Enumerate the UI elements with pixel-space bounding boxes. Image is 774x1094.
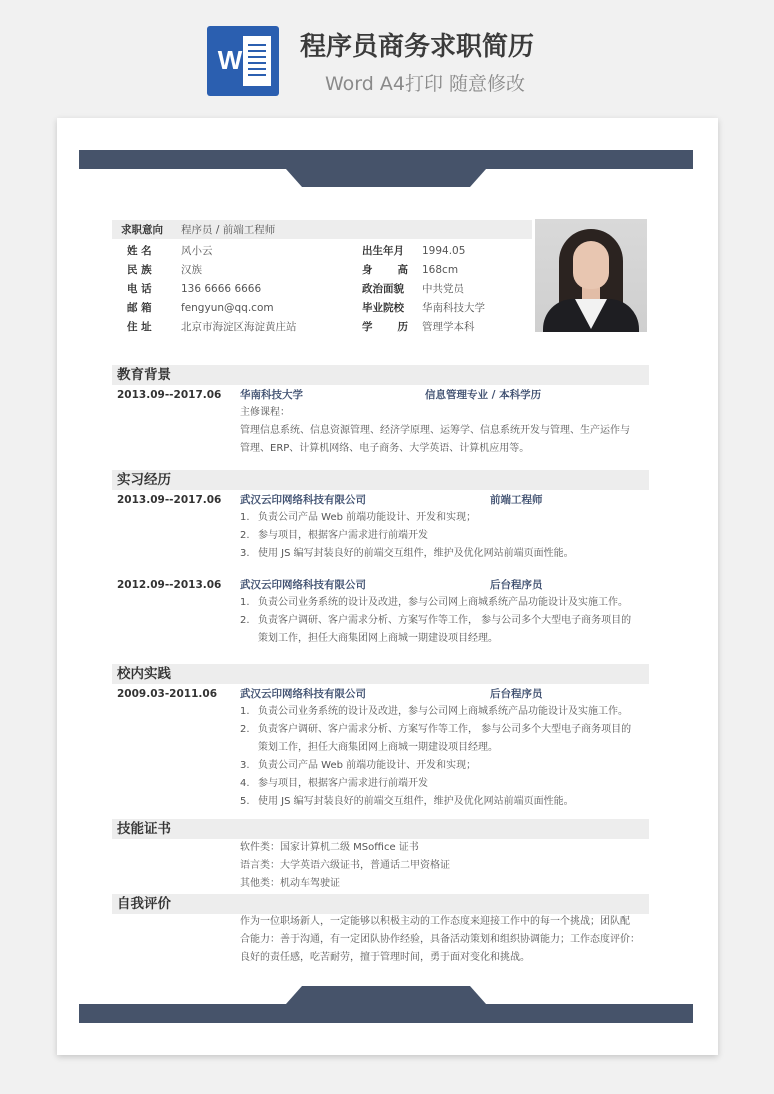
education-date: 2013.09--2017.06 — [117, 389, 222, 401]
internship-date: 2012.09--2013.06 — [117, 579, 222, 591]
section-bar-skills — [112, 819, 649, 839]
education-course-line: 管理、ERP、计算机网络、电子商务、大学英语、计算机应用等。 — [240, 443, 530, 454]
list-item-continued: 策划工作，担任大商集团网上商城一期建设项目经理。 — [258, 633, 498, 644]
header-tab — [286, 169, 486, 187]
list-item: 负责公司产品 Web 前端功能设计、开发和实现； — [258, 512, 477, 523]
info-value: 北京市海淀区海淀黄庄站 — [181, 321, 297, 333]
internship-company: 武汉云印网络科技有限公司 — [240, 579, 366, 591]
internship-role: 前端工程师 — [490, 494, 543, 506]
word-icon-letter: W — [217, 45, 243, 75]
list-number: 4. — [240, 778, 250, 789]
list-item: 负责公司业务系统的设计及改进，参与公司网上商城系统产品功能设计及实施工作。 — [258, 706, 628, 717]
job-intent-label: 求职意向 — [121, 224, 163, 236]
list-number: 2. — [240, 530, 250, 541]
section-title-internship: 实习经历 — [117, 472, 171, 488]
info-label: 学 历 — [362, 321, 408, 333]
campus-company: 武汉云印网络科技有限公司 — [240, 688, 366, 700]
self-eval-line: 作为一位职场新人，一定能够以积极主动的工作态度来迎接工作中的每一个挑战；团队配 — [240, 916, 630, 927]
list-number: 2. — [240, 615, 250, 626]
section-bar-education — [112, 365, 649, 385]
info-value: fengyun@qq.com — [181, 302, 274, 314]
job-intent-row — [112, 220, 532, 239]
info-value: 168cm — [422, 264, 459, 276]
list-item: 负责公司产品 Web 前端功能设计、开发和实现； — [258, 760, 477, 771]
info-value: 136 6666 6666 — [181, 283, 262, 295]
skill-line: 软件类：国家计算机二级 MSoffice 证书 — [240, 842, 419, 853]
education-course-line: 管理信息系统、信息资源管理、经济学原理、运筹学、信息系统开发与管理、生产运作与 — [240, 425, 630, 436]
section-bar-campus — [112, 664, 649, 684]
word-document-icon — [207, 26, 279, 96]
campus-role: 后台程序员 — [490, 688, 543, 700]
section-bar-internship — [112, 470, 649, 490]
list-item: 负责客户调研、客户需求分析、方案写作等工作， 参与公司多个大型电子商务项目的 — [258, 615, 632, 626]
list-number: 2. — [240, 724, 250, 735]
resume-page — [57, 118, 718, 1055]
section-title-education: 教育背景 — [117, 367, 171, 383]
info-label: 政治面貌 — [362, 283, 404, 295]
page-subtitle: Word A4打印 随意修改 — [325, 73, 526, 95]
list-item: 参与项目，根据客户需求进行前端开发 — [258, 778, 428, 789]
info-value: 汉族 — [181, 264, 202, 276]
job-intent-value: 程序员 / 前端工程师 — [181, 224, 276, 236]
top-banner — [0, 0, 774, 118]
footer-tab — [286, 986, 486, 1004]
list-item: 负责公司业务系统的设计及改进，参与公司网上商城系统产品功能设计及实施工作。 — [258, 597, 628, 608]
list-number: 1. — [240, 512, 250, 523]
self-eval-line: 良好的责任感，吃苦耐劳，擅于管理时间，勇于面对变化和挑战。 — [240, 952, 530, 963]
internship-role: 后台程序员 — [490, 579, 543, 591]
footer-bar — [79, 1004, 693, 1023]
list-number: 3. — [240, 760, 250, 771]
list-number: 1. — [240, 597, 250, 608]
info-value: 华南科技大学 — [422, 302, 485, 314]
list-number: 5. — [240, 796, 250, 807]
info-label: 姓 名 — [127, 245, 152, 257]
section-title-self: 自我评价 — [117, 896, 171, 912]
info-label: 身 高 — [362, 264, 408, 276]
education-major: 信息管理专业 / 本科学历 — [425, 389, 542, 401]
list-number: 3. — [240, 548, 250, 559]
info-label: 毕业院校 — [362, 302, 404, 314]
list-item: 使用 JS 编写封装良好的前端交互组件，维护及优化网站前端页面性能。 — [258, 796, 574, 807]
info-label: 出生年月 — [362, 245, 404, 257]
section-bar-self — [112, 894, 649, 914]
word-icon-page — [243, 36, 271, 86]
profile-photo — [535, 219, 647, 332]
list-number: 1. — [240, 706, 250, 717]
skill-line: 语言类：大学英语六级证书，普通话二甲资格证 — [240, 860, 450, 871]
info-label: 民 族 — [127, 264, 152, 276]
page-title: 程序员商务求职简历 — [300, 32, 535, 62]
campus-date: 2009.03-2011.06 — [117, 688, 218, 700]
education-school: 华南科技大学 — [240, 389, 303, 401]
internship-date: 2013.09--2017.06 — [117, 494, 222, 506]
list-item-continued: 策划工作，担任大商集团网上商城一期建设项目经理。 — [258, 742, 498, 753]
header-bar — [79, 150, 693, 169]
info-label: 电 话 — [127, 283, 152, 295]
list-item: 负责客户调研、客户需求分析、方案写作等工作， 参与公司多个大型电子商务项目的 — [258, 724, 632, 735]
info-value: 管理学本科 — [422, 321, 475, 333]
education-course-label: 主修课程： — [240, 407, 290, 418]
list-item: 使用 JS 编写封装良好的前端交互组件，维护及优化网站前端页面性能。 — [258, 548, 574, 559]
list-item: 参与项目，根据客户需求进行前端开发 — [258, 530, 428, 541]
info-value: 1994.05 — [422, 245, 466, 257]
info-label: 住 址 — [127, 321, 152, 333]
info-value: 风小云 — [181, 245, 213, 257]
section-title-skills: 技能证书 — [117, 821, 171, 837]
self-eval-line: 合能力：善于沟通，有一定团队协作经验，具备活动策划和组织协调能力；工作态度评价： — [240, 934, 640, 945]
info-label: 邮 箱 — [127, 302, 152, 314]
section-title-campus: 校内实践 — [117, 666, 171, 682]
info-value: 中共党员 — [422, 283, 464, 295]
internship-company: 武汉云印网络科技有限公司 — [240, 494, 366, 506]
skill-line: 其他类：机动车驾驶证 — [240, 878, 340, 889]
